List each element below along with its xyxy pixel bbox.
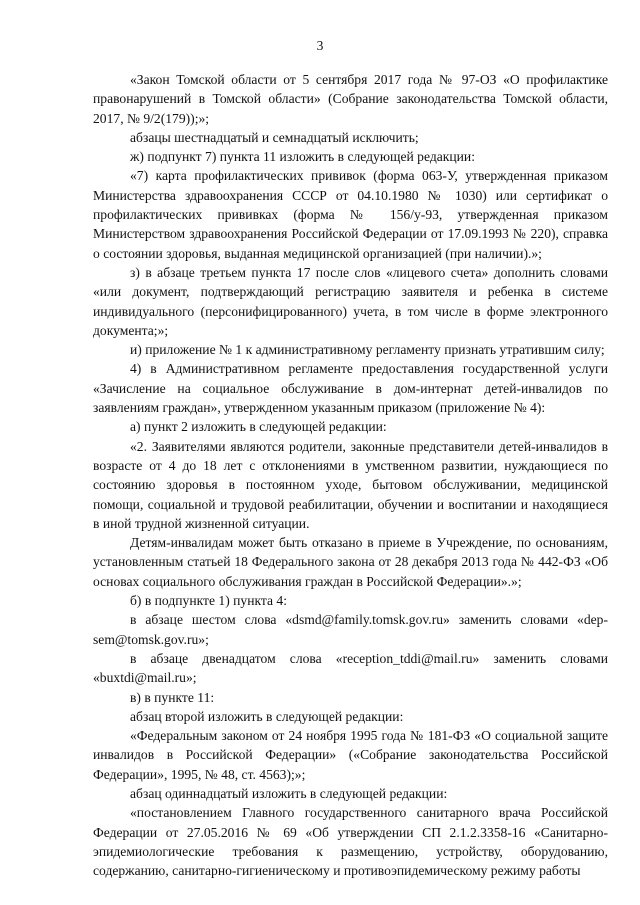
paragraph-item-a: а) пункт 2 изложить в следующей редакции: <box>130 419 387 435</box>
paragraph-law-tomsk-2017: «Закон Томской области от 5 сентября 2017 года № 97-ОЗ «О профилактике правонарушений в Томской области» (Собрание законодательства Томской области, 2017, № 9/2(179));»; <box>93 72 608 126</box>
paragraph-abzac-11: абзац одиннадцатый изложить в следующей редакции: <box>130 785 448 801</box>
paragraph-exclude-16-17: абзацы шестнадцатый и семнадцатый исключить; <box>130 129 419 145</box>
paragraph-federal-law-181: «Федеральным законом от 24 ноября 1995 года № 181-ФЗ «О социальной защите инвалидов в Российской Федерации» («Собрание законодательства Российской Федерации», 1995, № 48, ст. 4563);»; <box>93 728 608 782</box>
paragraph-item-z: з) в абзаце третьем пункта 17 после слов «лицевого счета» дополнить словами «или документ, подтверждающий регистрацию заявителя и ребенка в системе индивидуального (персонифицированного) учета, в том числе в форме электронного документа;»; <box>93 264 608 338</box>
paragraph-applicants: «2. Заявителями являются родители, законные представители детей-инвалидов в возрасте от 4 до 18 лет с отклонениями в умственном развитии, нуждающиеся по состоянию здоровья в постоянном уходе, бытовом обслуживании, медицинской помощи, социальной и трудовой реабилитации, обучении и воспитании и находящиеся в иной трудной жизненной ситуации. <box>93 438 608 531</box>
paragraph-item-v: в) в пункте 11: <box>130 689 215 705</box>
paragraph-refusal: Детям-инвалидам может быть отказано в приеме в Учреждение, по основаниям, установленным статьей 18 Федерального закона от 28 декабря 2013 года № 442-ФЗ «Об основах социального обслуживания граждан в Российской Федерации».»; <box>93 535 608 589</box>
page-number: 3 <box>316 38 324 53</box>
paragraph-sanitary-rules: «постановлением Главного государственного санитарного врача Российской Федерации от 27.05.2016 № 69 «Об утверждении СП 2.1.2.3358-16 «Санитарно-эпидемиологические требования к размещению, устройству, оборудованию, содержанию, санитарно-гигиеническому и противоэпидемическому режиму работы <box>93 805 608 879</box>
paragraph-vaccination-card: «7) карта профилактических прививок (форма 063-У, утвержденная приказом Министерства здравоохранения СССР от 04.10.1980 № 1030) или сертификат о профилактических прививках (форма № 156/у-93, утвержденная приказом Министерством здравоохранения Российской Федерации от 17.09.1993 № 220), справка о состоянии здоровья, выданная медицинской организацией (при наличии).»; <box>93 168 608 261</box>
paragraph-item-i: и) приложение № 1 к административному регламенту признать утратившим силу; <box>130 342 605 358</box>
paragraph-email-2: в абзаце двенадцатом слова «reception_tddi@mail.ru» заменить словами «buxtdi@mail.ru»; <box>93 650 608 686</box>
paragraph-email-1: в абзаце шестом слова «dsmd@family.tomsk.gov.ru» заменить словами «dep-sem@tomsk.gov.ru»; <box>93 612 608 647</box>
paragraph-item-4: 4) в Административном регламенте предоставления государственной услуги «Зачисление на социальное обслуживание в дом-интернат детей-инвалидов по заявлениям граждан», утвержденном указанным приказом (приложение № 4): <box>93 361 608 416</box>
document-body <box>93 70 608 880</box>
paragraph-item-b: б) в подпункте 1) пункта 4: <box>130 593 288 609</box>
paragraph-item-zh: ж) подпункт 7) пункта 11 изложить в следующей редакции: <box>130 149 475 165</box>
paragraph-abzac-2: абзац второй изложить в следующей редакции: <box>130 708 404 724</box>
